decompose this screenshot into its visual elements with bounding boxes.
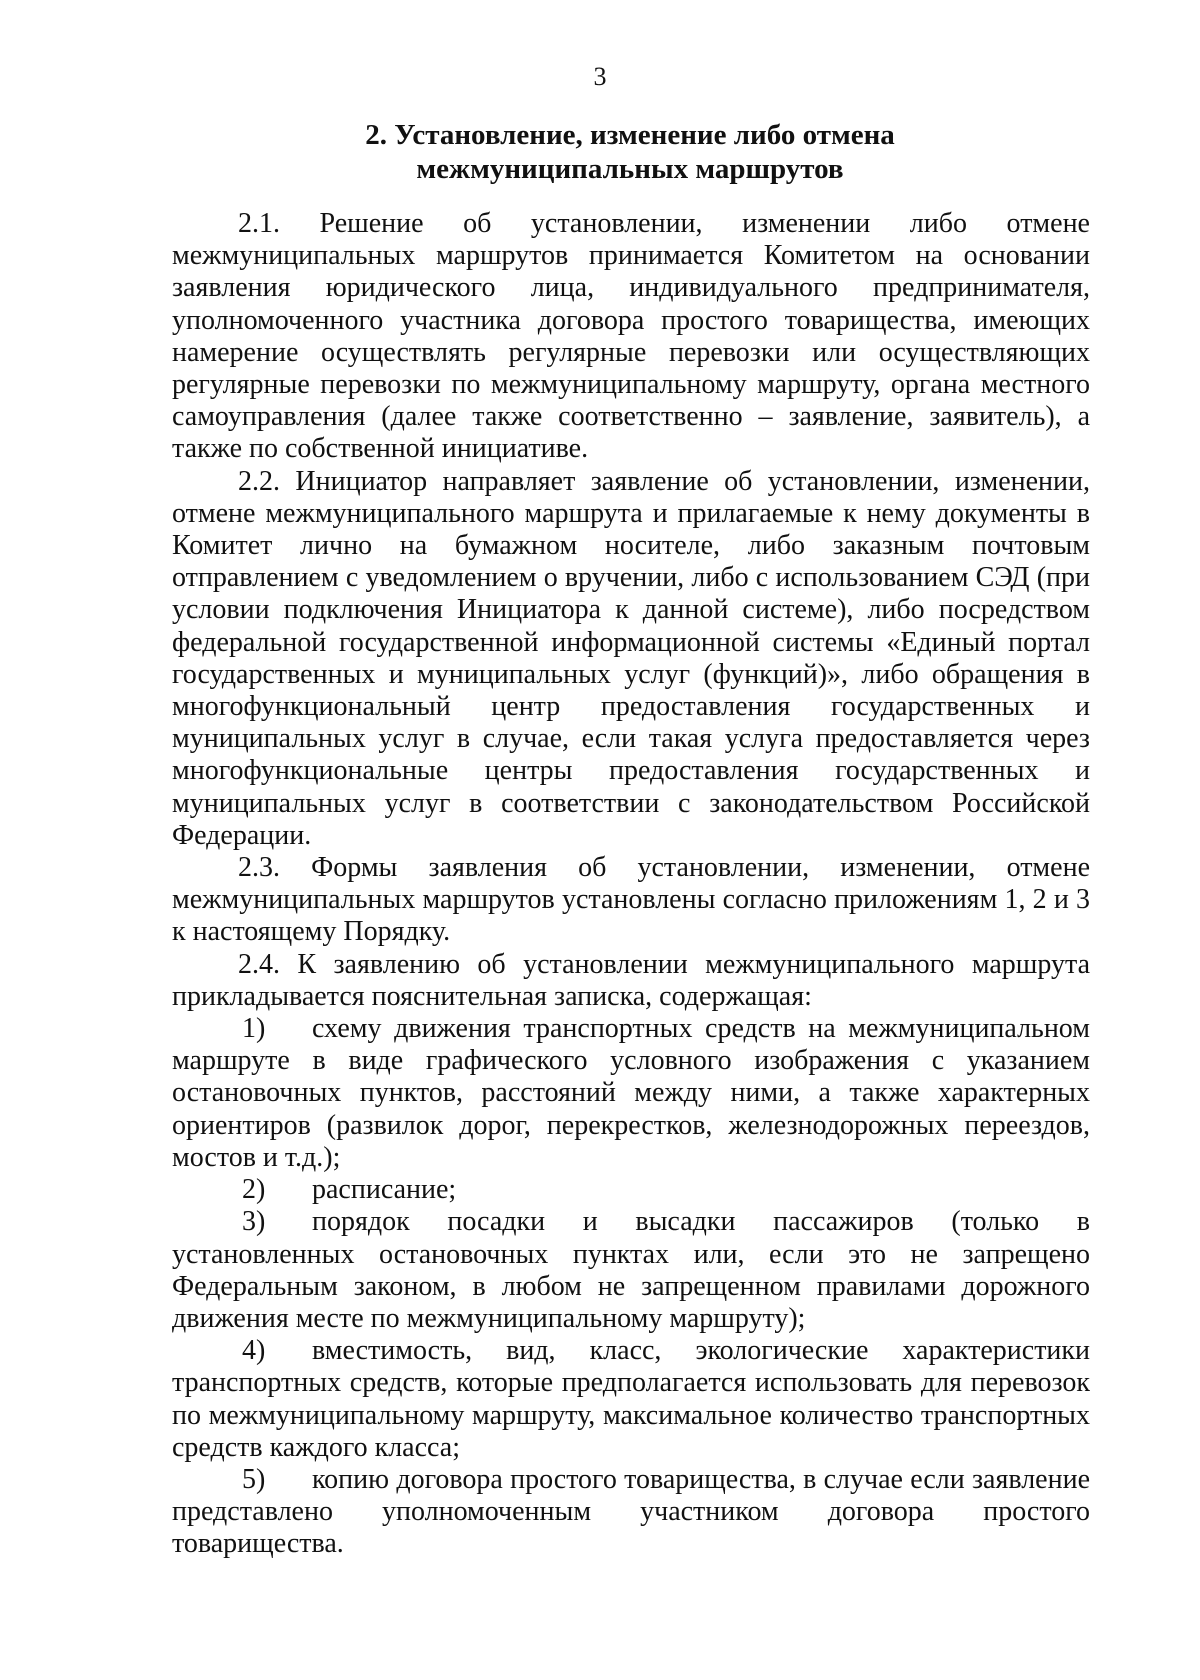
list-item-text: вместимость, вид, класс, экологические характеристики транспортных средств, которые предполагается использовать для перевозок по межмуниципальному маршруту, максимальное количество транспортных средств каждого класса; [172, 1335, 1090, 1463]
page-number: 3 [593, 62, 607, 91]
section-title-line-1: 2. Установление, изменение либо отмена [365, 119, 895, 151]
list-item-number: 1) [242, 1013, 266, 1045]
list-item-number: 3) [242, 1206, 266, 1238]
list-item [172, 1206, 1090, 1335]
list-item-text: копию договора простого товарищества, в случае если заявление представлено уполномоченным участником договора простого товарищества. [172, 1463, 1090, 1560]
list-item-text: схему движения транспортных средств на межмуниципальном маршруте в виде графического условного изображения с указанием остановочных пунктов, расстояний между ними, а также характерных ориентиров (развилок дорог, перекрестков, железнодорожных переездов, мостов и т.д.); [172, 1013, 1090, 1173]
paragraph-2-2: 2.2. Инициатор направляет заявление об установлении, изменении, отмене межмуниципального маршрута и прилагаемые к нему документы в Комитет лично на бумажном носителе, либо заказным почтовым отправлением с уведомлением о вручении, либо с использованием СЭД (при условии подключения Инициатора к данной системе), либо посредством федеральной государственной информационной системы «Единый портал государственных и муниципальных услуг (функций)», либо обращения в многофункциональный центр предоставления государственных и муниципальных услуг в случае, если такая услуга предоставляется через многофункциональные центры предоставления государственных и муниципальных услуг в соответствии с законодательством Российской Федерации. [172, 465, 1090, 851]
list-item-number: 4) [242, 1335, 266, 1367]
list-item [172, 1174, 1090, 1206]
list-item [172, 1464, 1090, 1561]
section-title-line-2: межмуниципальных маршрутов [416, 153, 844, 185]
list-item-text: расписание; [312, 1174, 457, 1206]
document-body [172, 208, 1090, 1561]
paragraph-2-4: 2.4. К заявлению об установлении межмуниципального маршрута прикладывается пояснительная записка, содержащая: [172, 948, 1090, 1012]
paragraph-2-3: 2.3. Формы заявления об установлении, изменении, отмене межмуниципальных маршрутов установлены согласно приложениям 1, 2 и 3 к настоящему Порядку. [172, 852, 1090, 948]
list-item [172, 1013, 1090, 1174]
paragraph-2-1: 2.1. Решение об установлении, изменении либо отмене межмуниципальных маршрутов принимается Комитетом на основании заявления юридического лица, индивидуального предпринимателя, уполномоченного участника договора простого товарищества, имеющих намерение осуществлять регулярные перевозки или осуществляющих регулярные перевозки по межмуниципальному маршруту, органа местного самоуправления (далее также соответственно – заявление, заявитель), а также по собственной инициативе. [172, 208, 1090, 465]
section-heading [330, 118, 930, 186]
list-item [172, 1335, 1090, 1464]
list-item-number: 2) [242, 1174, 266, 1206]
list-item-text: порядок посадки и высадки пассажиров (только в установленных остановочных пунктах или, если это не запрещено Федеральным законом, в любом не запрещенном правилами дорожного движения месте по межмуниципальному маршруту); [172, 1206, 1090, 1334]
list-item-number: 5) [242, 1463, 266, 1495]
